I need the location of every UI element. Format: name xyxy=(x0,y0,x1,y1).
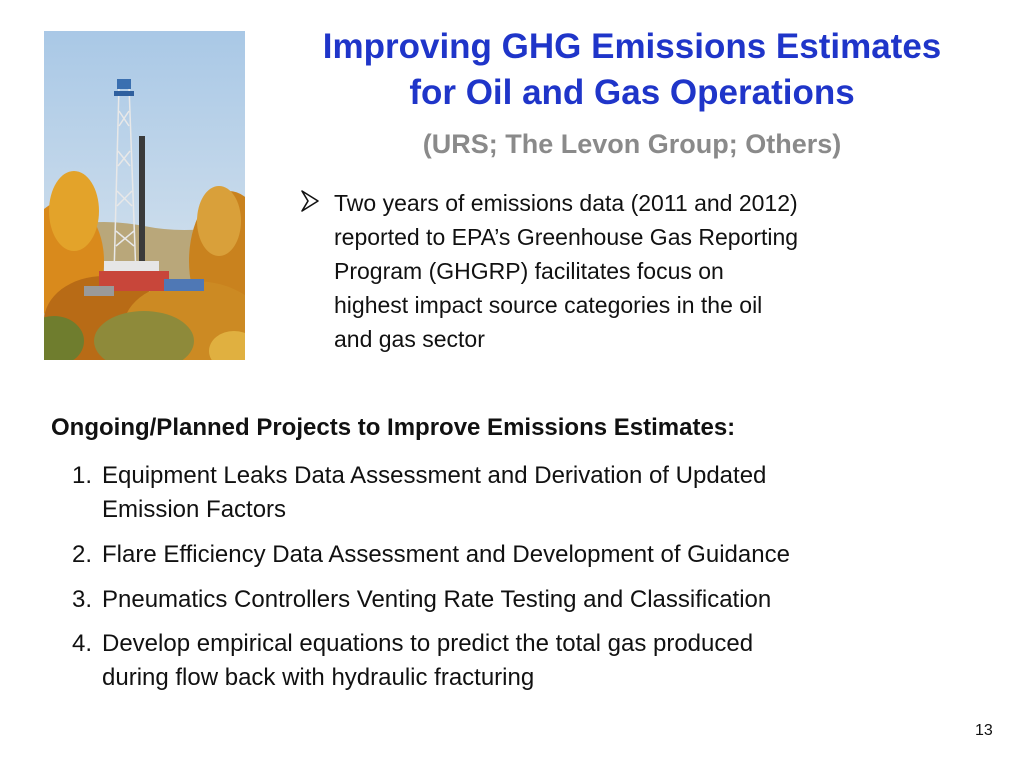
slide-title xyxy=(262,24,1002,116)
slide-title-line2: for Oil and Gas Operations xyxy=(409,73,855,112)
project-number: 1. xyxy=(72,462,93,489)
project-text-line: Develop empirical equations to predict the total gas produced xyxy=(102,630,754,657)
project-text xyxy=(102,627,972,695)
project-text xyxy=(102,459,972,527)
slide-title-line1: Improving GHG Emissions Estimates xyxy=(322,27,942,66)
slide-subtitle: (URS; The Levon Group; Others) xyxy=(422,129,842,159)
arrowhead-bullet-icon xyxy=(300,189,320,213)
project-text-line: Pneumatics Controllers Venting Rate Testing and Classification xyxy=(102,586,772,613)
intro-bullet-line: and gas sector xyxy=(334,326,485,352)
project-text-line: Emission Factors xyxy=(102,496,287,523)
project-text-line: Flare Efficiency Data Assessment and Development of Guidance xyxy=(102,541,790,568)
intro-bullet-line: Program (GHGRP) facilitates focus on xyxy=(334,258,724,284)
project-text xyxy=(102,583,972,617)
intro-bullet-text xyxy=(334,186,934,356)
project-text-line: during flow back with hydraulic fracturing xyxy=(102,664,535,691)
project-number: 3. xyxy=(72,586,93,613)
project-number: 2. xyxy=(72,541,93,568)
drilling-rig-photo xyxy=(44,31,245,360)
projects-heading: Ongoing/Planned Projects to Improve Emissions Estimates: xyxy=(51,414,736,441)
intro-bullet-line: highest impact source categories in the oil xyxy=(334,292,763,318)
page-number: 13 xyxy=(975,722,993,739)
project-text xyxy=(102,538,972,572)
intro-bullet-line: Two years of emissions data (2011 and 2012) xyxy=(334,190,798,216)
project-number: 4. xyxy=(72,630,93,657)
project-text-line: Equipment Leaks Data Assessment and Derivation of Updated xyxy=(102,462,767,489)
intro-bullet-line: reported to EPA’s Greenhouse Gas Reporting xyxy=(334,224,799,250)
